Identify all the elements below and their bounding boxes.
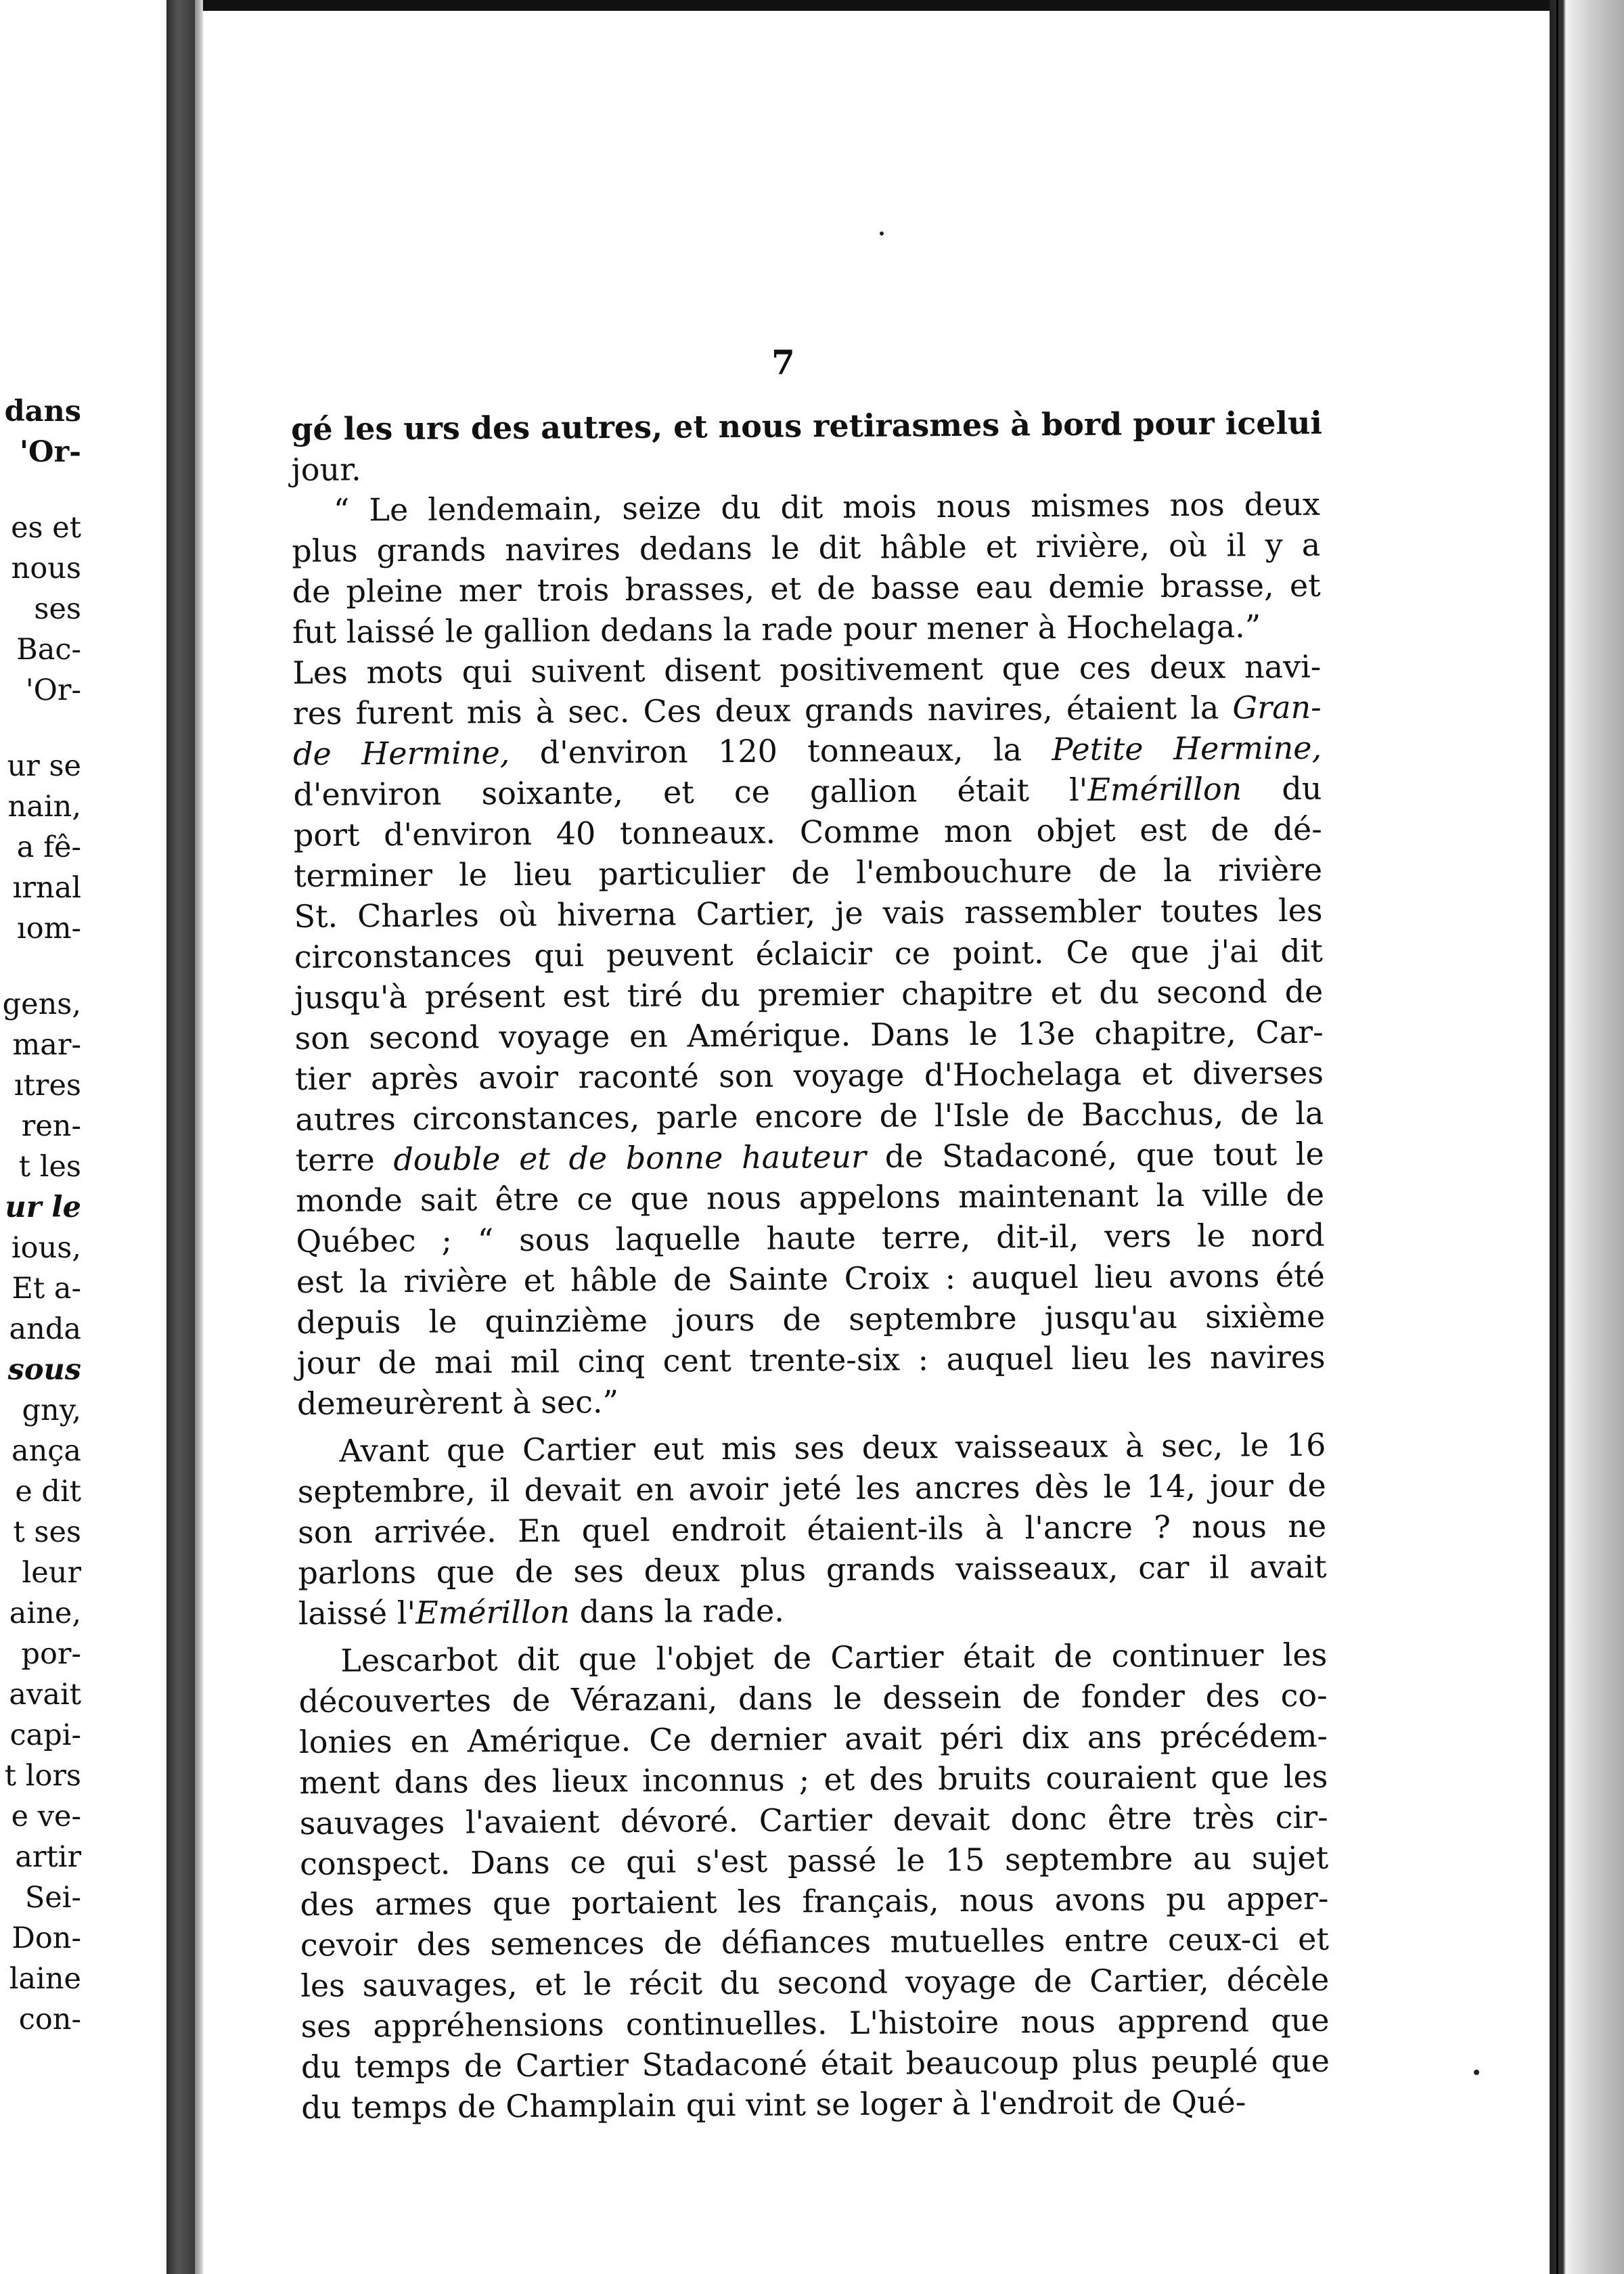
text-line: du temps de Cartier Stadaconé était beaucoup plus peuplé que: [300, 2042, 1330, 2085]
left-page-fragment: con-: [18, 2003, 81, 2036]
text-line: ment dans des lieux inconnus ; et des bruits couraient que les: [299, 1758, 1328, 1801]
text-line: monde sait être ce que nous appelons maintenant la ville de: [295, 1176, 1325, 1219]
italic-phrase: Gran-: [1232, 688, 1322, 726]
left-page-fragment: ren-: [21, 1109, 81, 1143]
text-line: ses appréhensions continuelles. L'histoire nous apprend que: [300, 2001, 1330, 2045]
left-page-fragment: laine: [9, 1962, 81, 1996]
italic-phrase: Emérillon: [1087, 770, 1242, 808]
text-line: de Hermine, d'environ 120 tonneaux, la Petite Hermine,: [292, 729, 1322, 772]
text-line: depuis le quinzième jours de septembre jusqu'au sixième: [296, 1297, 1326, 1341]
left-page-fragment: nous: [11, 552, 81, 585]
text-line: son arrivée. En quel endroit étaient-ils à l'ancre ? nous ne: [297, 1507, 1327, 1551]
text-line: son second voyage en Amérique. Dans le 13e chapitre, Car-: [294, 1013, 1324, 1056]
left-page-fragment: a fê-: [16, 830, 81, 864]
text-line: circonstances qui peuvent éclaicir ce point. Ce que j'ai dit: [294, 932, 1324, 975]
left-page-cropped: [0, 0, 168, 2274]
text-line: des armes que portaient les français, nous avons pu apper-: [300, 1879, 1329, 1923]
left-page-fragment: nain,: [7, 790, 81, 824]
text-line: terminer le lieu particulier de l'embouchure de la rivière: [294, 851, 1323, 894]
text-line: autres circonstances, parle encore de l'Isle de Bacchus, de la: [295, 1094, 1324, 1138]
page-number: 7: [771, 342, 795, 382]
page-body-text: [291, 403, 1330, 2128]
text-line: terre double et de bonne hauteur de Stadaconé, que tout le: [295, 1135, 1324, 1178]
text-line: res furent mis à sec. Ces deux grands navires, étaient la Gran-: [292, 688, 1322, 732]
left-page-fragment: gens,: [2, 987, 81, 1021]
left-page-fragment: capi-: [9, 1718, 81, 1752]
left-page-fragment: 'Or-: [19, 435, 81, 469]
text-line: lonies en Amérique. Ce dernier avait péri dix ans précédem-: [298, 1717, 1328, 1760]
text-line: plus grands navires dedans le dit hâble et rivière, où il y a: [292, 526, 1321, 569]
text-line: jusqu'à présent est tiré du premier chapitre et du second de: [294, 973, 1324, 1016]
text-line: tier après avoir raconté son voyage d'Hochelaga et diverses: [294, 1054, 1324, 1097]
left-page-fragment: t ses: [13, 1515, 81, 1549]
text-line: Québec ; “ sous laquelle haute terre, dit-il, vers le nord: [296, 1216, 1325, 1259]
speck-mark: [880, 231, 884, 236]
text-line: sauvages l'avaient dévoré. Cartier devait donc être très cir-: [299, 1798, 1328, 1842]
text-line: du temps de Champlain qui vint se loger à l'endroit de Qué-: [301, 2083, 1246, 2126]
left-page-fragment: sous: [7, 1353, 81, 1387]
right-edge-line: [1556, 0, 1558, 2274]
text-line: jour.: [291, 451, 361, 488]
text-line: d'environ soixante, et ce gallion était l'Emérillon du: [293, 770, 1322, 813]
left-page-fragment: ıtres: [14, 1069, 81, 1102]
left-page-fragment: leur: [22, 1556, 81, 1590]
left-page-fragment: Sei-: [24, 1881, 81, 1915]
left-page-fragment: mar-: [12, 1028, 81, 1062]
text-line: gé les urs des autres, et nous retirasmes à bord pour icelui: [291, 404, 1323, 447]
left-page-fragment: aine,: [9, 1597, 81, 1630]
left-page-fragment: [3, 949, 81, 984]
top-scan-shadow: [0, 0, 1624, 11]
left-page-fragment: ur se: [7, 749, 81, 783]
left-page-fragment: e ve-: [11, 1800, 81, 1833]
text-line: laissé l'Emérillon dans la rade.: [298, 1592, 784, 1632]
text-line: septembre, il devait en avoir jeté les ancres dès le 14, jour de: [297, 1467, 1326, 1510]
italic-phrase: Petite Hermine,: [1052, 729, 1322, 768]
left-page-fragment: artir: [15, 1840, 81, 1874]
text-line: “ Le lendemain, seize du dit mois nous mismes nos deux: [333, 485, 1321, 529]
left-page-fragment: [3, 711, 81, 746]
text-line: demeurèrent à sec.”: [296, 1383, 619, 1422]
left-page-fragment: e dit: [15, 1475, 81, 1509]
italic-phrase: double et de bonne hauteur: [393, 1138, 867, 1178]
text-line: Les mots qui suivent disent positivement que ces deux navi-: [292, 648, 1322, 691]
left-page-fragment: ious,: [11, 1231, 81, 1265]
text-line: conspect. Dans ce qui s'est passé le 15 septembre au sujet: [299, 1839, 1329, 1882]
text-line: port d'environ 40 tonneaux. Comme mon objet est de dé-: [293, 810, 1322, 853]
text-line: de pleine mer trois brasses, et de basse eau demie brasse, et: [292, 566, 1321, 610]
text-line: parlons que de ses deux plus grands vaisseaux, car il avait: [298, 1548, 1327, 1591]
speck-mark: [1474, 2070, 1479, 2075]
gutter-edge-shadow: [195, 0, 203, 2274]
text-line: jour de mai mil cinq cent trente-six : auquel lieu les navires: [296, 1338, 1326, 1381]
left-page-fragment: dans: [4, 395, 81, 428]
left-page-fragment: Et a-: [12, 1272, 81, 1306]
left-page-fragment: avait: [9, 1678, 81, 1712]
left-page-fragment: ıom-: [17, 912, 81, 945]
left-page-fragment: ança: [11, 1434, 81, 1468]
left-page-fragment: t les: [18, 1150, 81, 1184]
left-page-fragment: ses: [34, 592, 81, 626]
left-page-fragment: Bac-: [16, 633, 81, 667]
left-page-fragment: por-: [21, 1637, 81, 1671]
text-line: fut laissé le gallion dedans la rade pour mener à Hochelaga.”: [292, 608, 1261, 650]
left-page-fragment: 'Or-: [25, 673, 81, 707]
left-page-fragment: es et: [11, 511, 81, 545]
text-line: cevoir des semences de défiances mutuelles entre ceux-ci et: [300, 1920, 1330, 1963]
text-line: est la rivière et hâble de Sainte Croix : auquel lieu avons été: [296, 1257, 1326, 1300]
text-line: les sauvages, et le récit du second voyage de Cartier, décèle: [300, 1961, 1330, 2004]
left-page-fragment: [3, 472, 81, 508]
left-page-fragment: Don-: [12, 1921, 81, 1955]
text-line: St. Charles où hiverna Cartier, je vais rassembler toutes les: [294, 891, 1323, 935]
left-page-fragment: gny,: [22, 1394, 81, 1427]
left-page-fragment: anda: [9, 1312, 81, 1346]
left-page-fragment: ur le: [5, 1190, 81, 1224]
book-gutter: [166, 0, 195, 2274]
left-page-text-fragments: [3, 391, 81, 2040]
right-page-edge: [1550, 0, 1624, 2274]
text-line: découvertes de Vérazani, dans le dessein de fonder des co-: [298, 1676, 1328, 1720]
italic-phrase: Emérillon: [415, 1593, 570, 1631]
left-page-fragment: ırnal: [12, 871, 81, 905]
text-line: Lescarbot dit que l'objet de Cartier était de continuer les: [340, 1636, 1328, 1679]
italic-phrase: de Hermine,: [292, 734, 510, 772]
left-page-fragment: t lors: [4, 1759, 81, 1793]
text-line: Avant que Cartier eut mis ses deux vaisseaux à sec, le 16: [339, 1426, 1326, 1469]
